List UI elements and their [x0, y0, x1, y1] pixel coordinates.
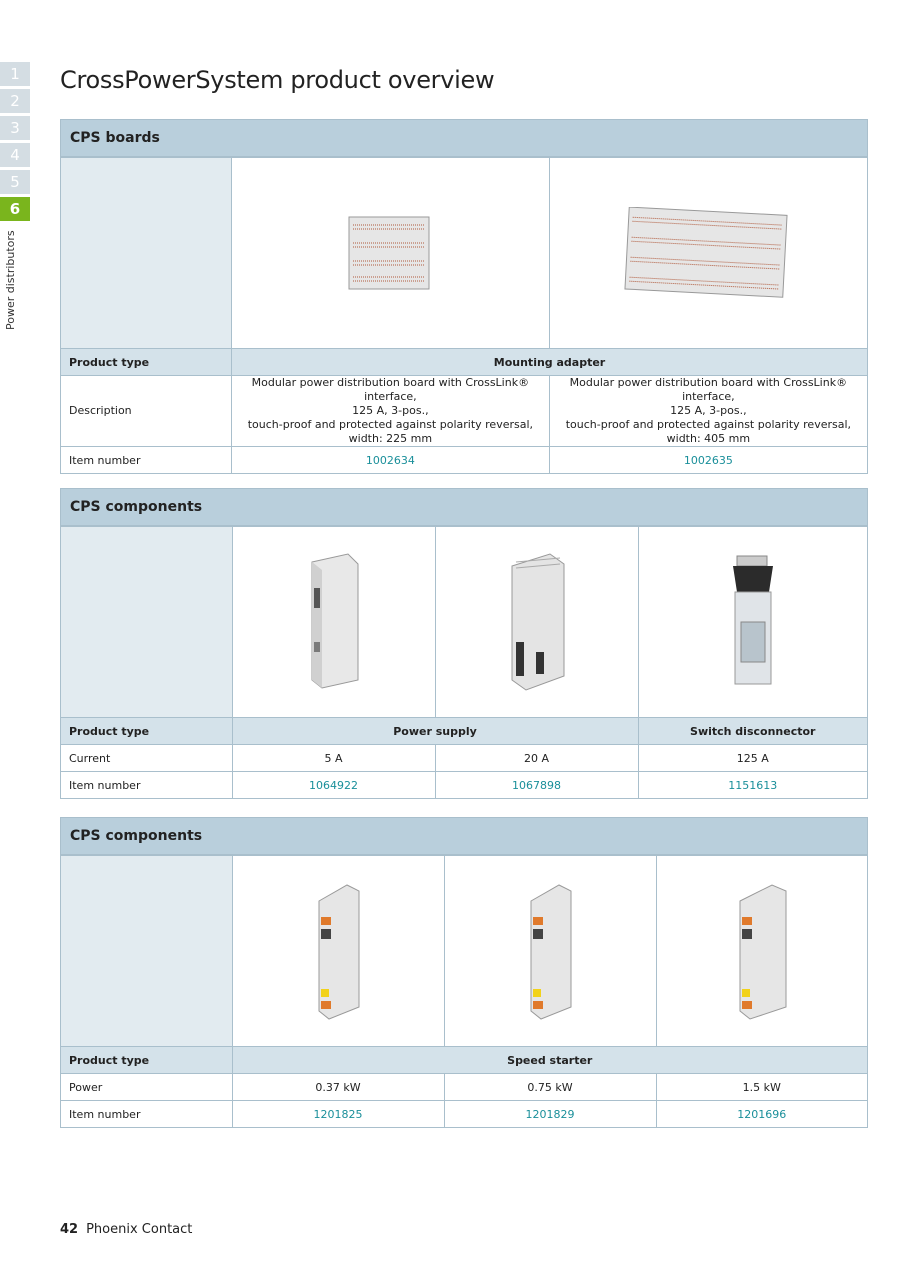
speed-starter-075-image — [444, 856, 656, 1047]
product-type-label: Product type — [61, 718, 232, 745]
chapter-tab-6[interactable]: 6 — [0, 197, 30, 221]
components-table-2 — [61, 855, 867, 1127]
current-label: Current — [61, 745, 232, 772]
chapter-tabs — [0, 62, 30, 224]
chapter-tab-4[interactable]: 4 — [0, 143, 30, 167]
description-405: Modular power distribution board with CrossLink® interface, 125 A, 3-pos., touch-proof and protected against polarity reversal, width: 405 mm — [549, 376, 867, 447]
chapter-tab-1[interactable]: 1 — [0, 62, 30, 86]
product-type-label: Product type — [61, 349, 232, 376]
chapter-tab-2[interactable]: 2 — [0, 89, 30, 113]
item-number-link[interactable]: 1201829 — [444, 1101, 656, 1128]
speed-starter-15-image — [656, 856, 867, 1047]
components-table-1 — [61, 526, 867, 798]
power-value: 0.75 kW — [444, 1074, 656, 1101]
speed-starter-037-image — [232, 856, 444, 1047]
page-number: 42 — [60, 1222, 79, 1237]
item-number-link[interactable]: 1002635 — [549, 447, 867, 474]
item-number-link[interactable]: 1064922 — [232, 772, 435, 799]
product-type-label: Product type — [61, 1047, 232, 1074]
power-supply-20a-image — [435, 527, 638, 718]
chapter-tab-3[interactable]: 3 — [0, 116, 30, 140]
cps-components-section-1 — [60, 488, 868, 799]
product-type-value: Switch disconnector — [638, 718, 867, 745]
section-heading: CPS boards — [61, 120, 867, 157]
item-number-label: Item number — [61, 772, 232, 799]
power-value: 0.37 kW — [232, 1074, 444, 1101]
chapter-tab-5[interactable]: 5 — [0, 170, 30, 194]
item-number-label: Item number — [61, 1101, 232, 1128]
chapter-label: Power distributors — [4, 230, 17, 330]
item-number-link[interactable]: 1067898 — [435, 772, 638, 799]
page-title: CrossPowerSystem product overview — [60, 66, 495, 94]
power-label: Power — [61, 1074, 232, 1101]
section-heading: CPS components — [61, 818, 867, 855]
product-type-value: Speed starter — [232, 1047, 867, 1074]
power-value: 1.5 kW — [656, 1074, 867, 1101]
item-number-link[interactable]: 1151613 — [638, 772, 867, 799]
page-footer — [60, 1222, 192, 1237]
item-number-link[interactable]: 1002634 — [232, 447, 550, 474]
product-type-value: Power supply — [232, 718, 638, 745]
brand-name: Phoenix Contact — [86, 1222, 193, 1237]
board-225-image — [232, 158, 550, 349]
item-number-link[interactable]: 1201696 — [656, 1101, 867, 1128]
board-405-image — [549, 158, 867, 349]
current-value: 5 A — [232, 745, 435, 772]
power-supply-5a-image — [232, 527, 435, 718]
description-label: Description — [61, 376, 232, 447]
description-225: Modular power distribution board with CrossLink® interface, 125 A, 3-pos., touch-proof and protected against polarity reversal, width: 225 mm — [232, 376, 550, 447]
switch-disconnector-image — [638, 527, 867, 718]
boards-table — [61, 157, 867, 473]
section-heading: CPS components — [61, 489, 867, 526]
product-type-value: Mounting adapter — [232, 349, 868, 376]
item-number-label: Item number — [61, 447, 232, 474]
cps-components-section-2 — [60, 817, 868, 1128]
current-value: 20 A — [435, 745, 638, 772]
cps-boards-section — [60, 119, 868, 474]
item-number-link[interactable]: 1201825 — [232, 1101, 444, 1128]
current-value: 125 A — [638, 745, 867, 772]
